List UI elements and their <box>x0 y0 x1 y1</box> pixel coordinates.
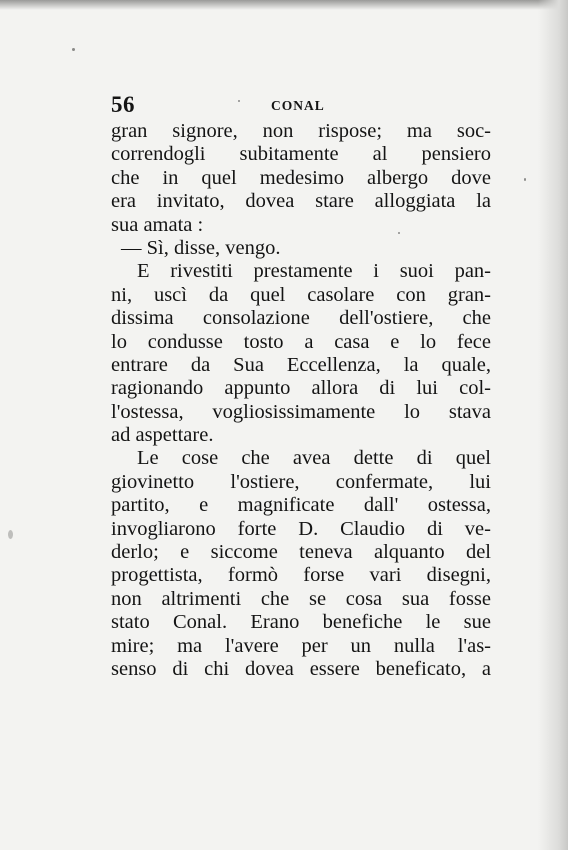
text-line: sua amata : <box>111 213 204 236</box>
body-text <box>111 120 491 681</box>
page-right-edge <box>538 0 568 850</box>
text-line: giovinetto l'ostiere, confermate, lui <box>111 470 491 493</box>
text-line: senso di chi dovea essere beneficato, a <box>111 657 491 680</box>
text-line: dissima consolazione dell'ostiere, che <box>111 307 491 330</box>
dialogue-line: — Sì, disse, vengo. <box>121 236 281 259</box>
text-line: ragionando appunto allora di lui col- <box>111 377 491 400</box>
paper-speck <box>8 530 13 539</box>
text-line: entrare da Sua Eccellenza, la quale, <box>111 353 491 376</box>
text-line: derlo; e siccome teneva alquanto del <box>111 541 491 564</box>
text-line: invogliarono forte D. Claudio di ve- <box>111 517 491 540</box>
text-line: mire; ma l'avere per un nulla l'as- <box>111 634 491 657</box>
text-line: gran signore, non rispose; ma soc- <box>111 120 491 142</box>
text-line: non altrimenti che se cosa sua fosse <box>111 587 491 610</box>
text-line: partito, e magnificate dall' ostessa, <box>111 494 491 517</box>
text-line: correndogli subitamente al pensiero <box>111 143 491 166</box>
paragraph-first-line: Le cose che avea dette di quel <box>137 447 491 470</box>
text-line: progettista, formò forse vari disegni, <box>111 564 491 587</box>
text-line: ad aspettare. <box>111 424 214 447</box>
page-top-edge <box>0 0 568 10</box>
text-line: che in quel medesimo albergo dove <box>111 166 491 189</box>
text-line: ni, uscì da quel casolare con gran- <box>111 283 491 306</box>
paragraph-first-line: E rivestiti prestamente i suoi pan- <box>137 260 491 283</box>
page-number: 56 <box>111 92 135 117</box>
text-line: era invitato, dovea stare alloggiata la <box>111 190 491 213</box>
running-title: CONAL <box>271 98 325 113</box>
text-line: lo condusse tosto a casa e lo fece <box>111 330 491 353</box>
text-line: stato Conal. Erano benefiche le sue <box>111 611 491 634</box>
text-line: l'ostessa, vogliosissimamente lo stava <box>111 400 491 423</box>
paper-speck <box>72 48 75 51</box>
paper-speck <box>524 178 526 181</box>
page-header <box>111 92 491 122</box>
